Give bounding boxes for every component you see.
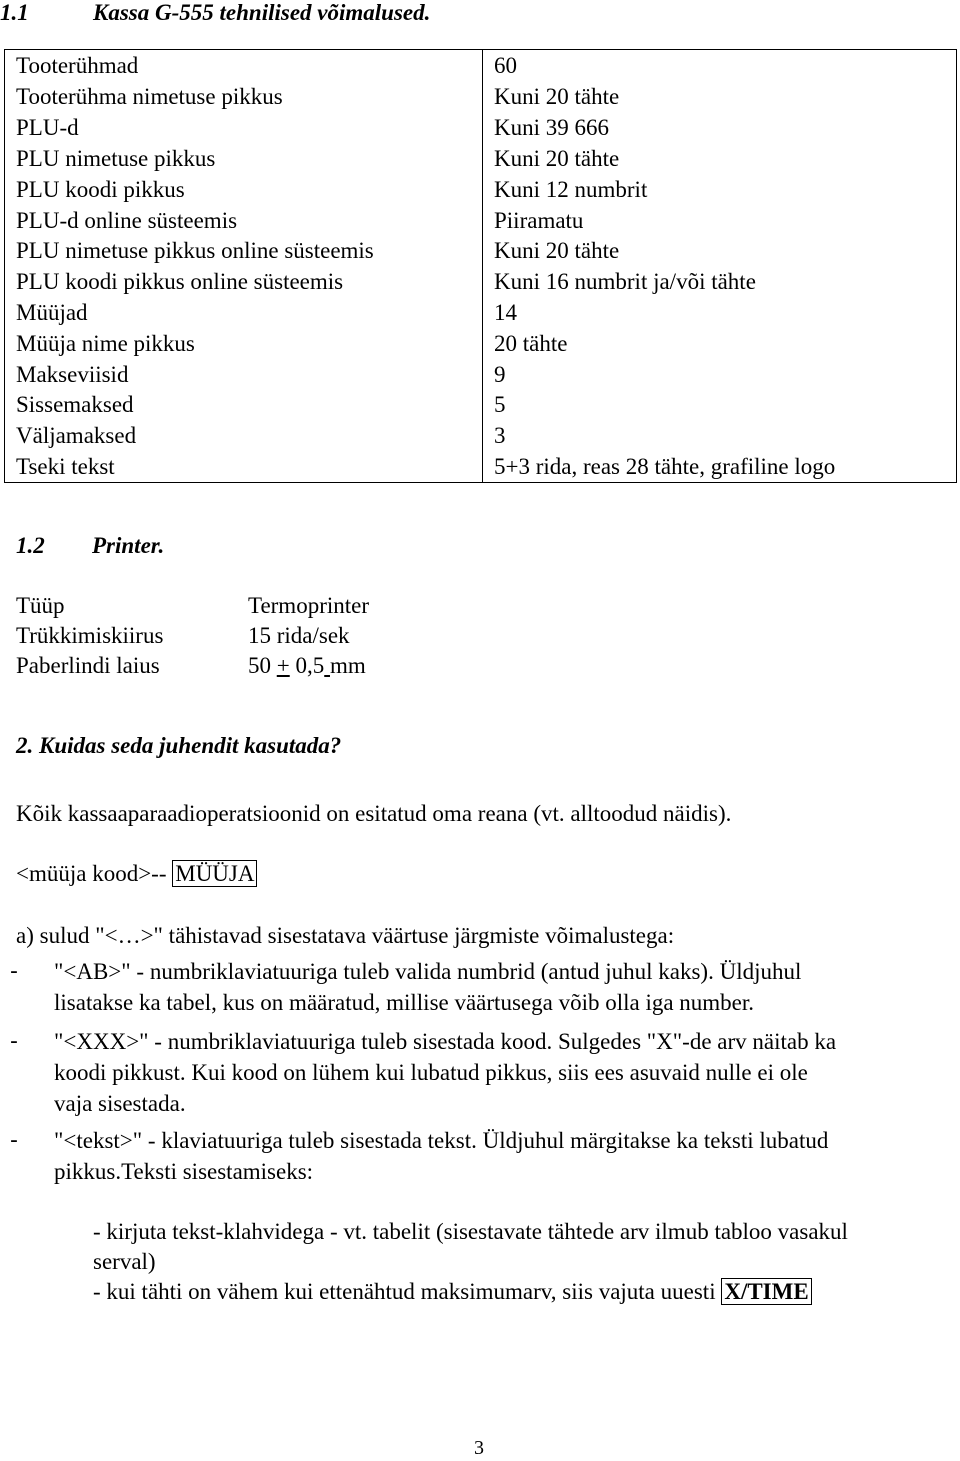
section-heading-1-2 bbox=[16, 533, 164, 559]
bullet-dash: - bbox=[10, 1029, 18, 1054]
bullet-2-line-2: koodi pikkust. Kui kood on lühem kui lubatud pikkus, siis ees asuvaid nulle ei ole bbox=[54, 1060, 808, 1085]
bullet-2-line-1: "<XXX>" - numbriklaviatuuriga tuleb sisestada kood. Sulgedes "X"-de arv näitab ka bbox=[54, 1029, 837, 1054]
spec-label: Sissemaksed bbox=[5, 390, 483, 421]
spec-value: 60 bbox=[483, 50, 957, 83]
spec-row bbox=[5, 236, 957, 267]
section-title: Printer. bbox=[92, 533, 165, 558]
spec-label: Tseki tekst bbox=[5, 452, 483, 483]
spec-value: Kuni 16 numbrit ja/või tähte bbox=[483, 267, 957, 298]
spec-row bbox=[5, 82, 957, 113]
spec-label: PLU-d online süsteemis bbox=[5, 205, 483, 236]
bullet-1-line-1: "<AB>" - numbriklaviatuuriga tuleb valida numbrid (antud juhul kaks). Üldjuhul bbox=[54, 959, 802, 984]
printer-type-value: Termoprinter bbox=[248, 593, 370, 618]
bullet-dash: - bbox=[10, 959, 18, 984]
sub-item-1-line-1: - kirjuta tekst-klahvidega - vt. tabelit (sisestavate tähtede arv ilmub tabloo vasakul bbox=[93, 1219, 848, 1244]
spec-value: Kuni 39 666 bbox=[483, 113, 957, 144]
paper-width-label: Paberlindi laius bbox=[16, 653, 160, 678]
muuja-key: MÜÜJA bbox=[172, 860, 257, 887]
spec-value: Piiramatu bbox=[483, 205, 957, 236]
spec-value: 20 tähte bbox=[483, 328, 957, 359]
spec-value: 14 bbox=[483, 298, 957, 329]
example-prefix: <müüja kood>-- bbox=[16, 861, 173, 886]
section-number: 1.2 bbox=[16, 533, 45, 558]
page-number: 3 bbox=[474, 1437, 484, 1459]
spec-row bbox=[5, 390, 957, 421]
note-a: a) sulud "<…>" tähistavad sisestatava väärtuse järgmiste võimalustega: bbox=[16, 923, 675, 948]
spec-label: Väljamaksed bbox=[5, 421, 483, 452]
spec-row bbox=[5, 113, 957, 144]
spec-label: Tooterühmad bbox=[5, 50, 483, 83]
sub-item-1-line-2: serval) bbox=[93, 1249, 156, 1274]
sub-item-2-text: - kui tähti on vähem kui ettenähtud maksimumarv, siis vajuta uuesti bbox=[93, 1279, 722, 1304]
x-time-key: X/TIME bbox=[721, 1278, 811, 1305]
spec-table bbox=[4, 49, 957, 483]
bullet-1-line-2: lisatakse ka tabel, kus on määratud, millise väärtusega võib olla iga number. bbox=[54, 990, 755, 1015]
sub-item-2 bbox=[93, 1279, 812, 1305]
section-heading-1-1 bbox=[0, 0, 430, 26]
spec-value: Kuni 12 numbrit bbox=[483, 174, 957, 205]
paper-width-tolerance: 0,5 bbox=[289, 653, 325, 678]
paper-width-unit: mm bbox=[329, 653, 366, 678]
spec-label: PLU koodi pikkus online süsteemis bbox=[5, 267, 483, 298]
spec-label: PLU-d bbox=[5, 113, 483, 144]
spec-value: 5+3 rida, reas 28 tähte, grafiline logo bbox=[483, 452, 957, 483]
spec-value: Kuni 20 tähte bbox=[483, 82, 957, 113]
spec-label: Makseviisid bbox=[5, 359, 483, 390]
spec-value: 9 bbox=[483, 359, 957, 390]
spec-label: PLU nimetuse pikkus bbox=[5, 144, 483, 175]
spec-label: Tooterühma nimetuse pikkus bbox=[5, 82, 483, 113]
spec-row bbox=[5, 328, 957, 359]
bullet-dash: - bbox=[10, 1128, 18, 1153]
bullet-2-line-3: vaja sisestada. bbox=[54, 1091, 186, 1116]
spec-value: Kuni 20 tähte bbox=[483, 236, 957, 267]
printer-type-label: Tüüp bbox=[16, 593, 65, 618]
spec-row bbox=[5, 144, 957, 175]
example-line bbox=[16, 861, 257, 887]
spec-label: Müüja nime pikkus bbox=[5, 328, 483, 359]
section-number: 1.1 bbox=[0, 0, 29, 25]
spec-value: 5 bbox=[483, 390, 957, 421]
section-heading-2: 2. Kuidas seda juhendit kasutada? bbox=[16, 733, 342, 758]
spec-row bbox=[5, 267, 957, 298]
spec-row bbox=[5, 359, 957, 390]
spec-value: Kuni 20 tähte bbox=[483, 144, 957, 175]
plus-minus: + bbox=[276, 653, 290, 678]
spec-label: PLU koodi pikkus bbox=[5, 174, 483, 205]
spec-label: PLU nimetuse pikkus online süsteemis bbox=[5, 236, 483, 267]
bullet-3-line-1: "<tekst>" - klaviatuuriga tuleb sisestada tekst. Üldjuhul märgitakse ka teksti lubatud bbox=[54, 1128, 829, 1153]
spec-value: 3 bbox=[483, 421, 957, 452]
section-title: Kassa G-555 tehnilised võimalused. bbox=[93, 0, 431, 25]
paper-width-value bbox=[248, 653, 366, 679]
paper-width-nominal: 50 bbox=[248, 653, 277, 678]
spec-label: Müüjad bbox=[5, 298, 483, 329]
bullet-3-line-2: pikkus.Teksti sisestamiseks: bbox=[54, 1159, 314, 1184]
spec-row bbox=[5, 205, 957, 236]
spec-row bbox=[5, 452, 957, 483]
printer-speed-label: Trükkimiskiirus bbox=[16, 623, 164, 648]
intro-text: Kõik kassaaparaadioperatsioonid on esitatud oma reana (vt. alltoodud näidis). bbox=[16, 801, 732, 826]
spec-row bbox=[5, 50, 957, 83]
spec-row bbox=[5, 421, 957, 452]
spec-row bbox=[5, 174, 957, 205]
spec-row bbox=[5, 298, 957, 329]
printer-speed-value: 15 rida/sek bbox=[248, 623, 350, 648]
